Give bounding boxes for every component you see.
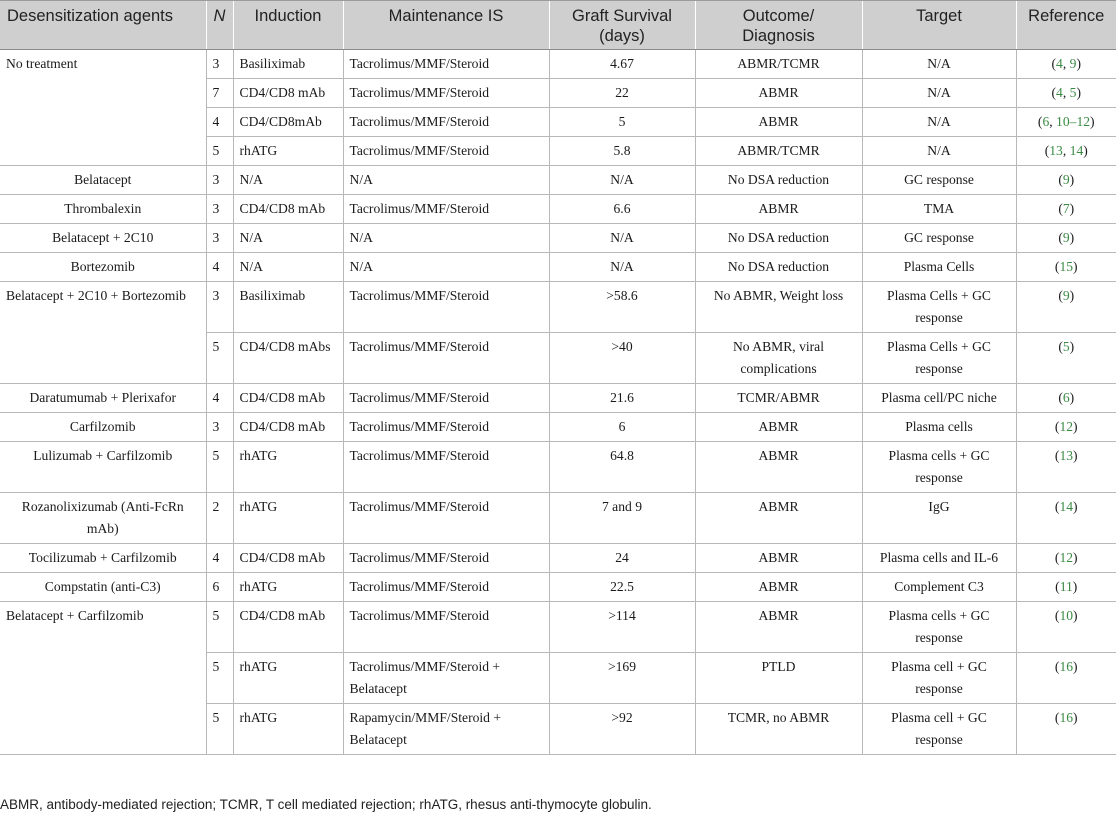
header-n: N (206, 1, 233, 50)
target-cell: N/A (862, 79, 1016, 108)
maintenance-cell: Tacrolimus/MMF/Steroid (343, 442, 549, 493)
table-row (0, 544, 1116, 573)
induction-cell: CD4/CD8 mAbs (233, 333, 343, 384)
maintenance-cell: Tacrolimus/MMF/Steroid + Belatacept (343, 653, 549, 704)
reference-cell (1016, 573, 1116, 602)
reference-open-paren: ( (1058, 288, 1063, 303)
outcome-cell: No ABMR, Weight loss (695, 282, 862, 333)
reference-link[interactable]: 6 (1042, 114, 1050, 129)
reference-close-paren: ) (1076, 85, 1081, 100)
table-row (0, 442, 1116, 493)
n-cell: 5 (206, 704, 233, 755)
reference-close-paren: ) (1073, 259, 1078, 274)
maintenance-cell: Tacrolimus/MMF/Steroid (343, 195, 549, 224)
reference-cell (1016, 224, 1116, 253)
n-cell: 4 (206, 384, 233, 413)
agent-cell: Belatacept + Carfilzomib (0, 602, 206, 755)
outcome-cell: TCMR, no ABMR (695, 704, 862, 755)
outcome-cell: No DSA reduction (695, 224, 862, 253)
graft-survival-cell: 24 (549, 544, 695, 573)
graft-survival-cell: 21.6 (549, 384, 695, 413)
reference-open-paren: ( (1054, 448, 1060, 463)
reference-open-paren: ( (1044, 143, 1050, 158)
n-cell: 3 (206, 282, 233, 333)
graft-survival-cell: N/A (549, 253, 695, 282)
outcome-cell: ABMR (695, 195, 862, 224)
reference-close-paren: ) (1069, 230, 1075, 245)
reference-close-paren: ) (1073, 499, 1078, 514)
reference-open-paren: ( (1051, 56, 1057, 71)
graft-survival-cell: 5 (549, 108, 695, 137)
graft-survival-cell: N/A (549, 224, 695, 253)
reference-link[interactable]: 9 (1062, 172, 1070, 187)
target-cell: N/A (862, 108, 1016, 137)
induction-cell: rhATG (233, 493, 343, 544)
induction-cell: Basiliximab (233, 50, 343, 79)
n-cell: 3 (206, 224, 233, 253)
outcome-cell: TCMR/ABMR (695, 384, 862, 413)
outcome-cell: ABMR/TCMR (695, 137, 862, 166)
induction-cell: CD4/CD8 mAb (233, 79, 343, 108)
header-outcome (695, 1, 862, 50)
reference-close-paren: ) (1073, 710, 1078, 725)
table-body (0, 50, 1116, 755)
reference-open-paren: ( (1037, 114, 1043, 129)
table-row (0, 384, 1116, 413)
induction-cell: CD4/CD8 mAb (233, 544, 343, 573)
reference-link[interactable]: 15 (1059, 259, 1074, 274)
reference-link[interactable]: 13 (1059, 448, 1074, 463)
reference-close-paren: ) (1076, 56, 1081, 71)
reference-open-paren: ( (1054, 259, 1060, 274)
header-outcome-line2: Diagnosis (742, 27, 815, 45)
header-outcome-line1: Outcome/ (742, 7, 815, 25)
maintenance-cell: Tacrolimus/MMF/Steroid (343, 413, 549, 442)
reference-close-paren: ) (1069, 172, 1075, 187)
target-cell: Complement C3 (862, 573, 1016, 602)
maintenance-cell: Tacrolimus/MMF/Steroid (343, 282, 549, 333)
graft-survival-cell: >40 (549, 333, 695, 384)
reference-close-paren: ) (1073, 659, 1078, 674)
reference-cell (1016, 79, 1116, 108)
reference-link[interactable]: 6 (1062, 390, 1070, 405)
target-cell: GC response (862, 224, 1016, 253)
reference-open-paren: ( (1058, 390, 1063, 405)
outcome-cell: PTLD (695, 653, 862, 704)
outcome-cell: ABMR (695, 493, 862, 544)
reference-cell (1016, 704, 1116, 755)
outcome-cell: No ABMR, viral complications (695, 333, 862, 384)
maintenance-cell: Tacrolimus/MMF/Steroid (343, 79, 549, 108)
agent-cell: Carfilzomib (0, 413, 206, 442)
induction-cell: rhATG (233, 573, 343, 602)
maintenance-cell: Tacrolimus/MMF/Steroid (343, 602, 549, 653)
header-induction: Induction (233, 1, 343, 50)
reference-close-paren: ) (1069, 390, 1075, 405)
graft-survival-cell: >92 (549, 704, 695, 755)
reference-close-paren: ) (1072, 579, 1078, 594)
outcome-cell: ABMR (695, 108, 862, 137)
outcome-cell: ABMR (695, 544, 862, 573)
maintenance-cell: N/A (343, 166, 549, 195)
table-row (0, 573, 1116, 602)
header-row (0, 1, 1116, 50)
target-cell: GC response (862, 166, 1016, 195)
reference-open-paren: ( (1054, 659, 1060, 674)
header-reference: Reference (1016, 1, 1116, 50)
reference-open-paren: ( (1058, 201, 1063, 216)
induction-cell: N/A (233, 224, 343, 253)
reference-cell (1016, 166, 1116, 195)
header-maintenance: Maintenance IS (343, 1, 549, 50)
reference-cell (1016, 137, 1116, 166)
target-cell: N/A (862, 137, 1016, 166)
n-cell: 4 (206, 108, 233, 137)
maintenance-cell: Tacrolimus/MMF/Steroid (343, 333, 549, 384)
agent-cell: Daratumumab + Plerixafor (0, 384, 206, 413)
maintenance-cell: Tacrolimus/MMF/Steroid (343, 384, 549, 413)
target-cell: Plasma cells + GC response (862, 442, 1016, 493)
graft-survival-cell: 6.6 (549, 195, 695, 224)
maintenance-cell: N/A (343, 224, 549, 253)
reference-link[interactable]: 12 (1059, 550, 1074, 565)
table-row (0, 166, 1116, 195)
agent-cell: Compstatin (anti-C3) (0, 573, 206, 602)
induction-cell: CD4/CD8 mAb (233, 384, 343, 413)
outcome-cell: No DSA reduction (695, 166, 862, 195)
table-row (0, 50, 1116, 79)
table-row (0, 413, 1116, 442)
reference-cell (1016, 442, 1116, 493)
n-cell: 3 (206, 50, 233, 79)
induction-cell: rhATG (233, 704, 343, 755)
graft-survival-cell: 5.8 (549, 137, 695, 166)
reference-cell (1016, 253, 1116, 282)
reference-close-paren: ) (1069, 339, 1075, 354)
table-row (0, 253, 1116, 282)
header-graft-line1: Graft Survival (572, 7, 672, 25)
outcome-cell: ABMR (695, 573, 862, 602)
target-cell: Plasma Cells + GC response (862, 333, 1016, 384)
agent-cell: Rozanolixizumab (Anti-FcRn mAb) (0, 493, 206, 544)
graft-survival-cell: 6 (549, 413, 695, 442)
table-row (0, 282, 1116, 333)
reference-separator: , (1062, 85, 1070, 100)
maintenance-cell: Tacrolimus/MMF/Steroid (343, 137, 549, 166)
reference-cell (1016, 602, 1116, 653)
agent-cell: Belatacept + 2C10 (0, 224, 206, 253)
target-cell: Plasma cell + GC response (862, 704, 1016, 755)
induction-cell: CD4/CD8mAb (233, 108, 343, 137)
reference-open-paren: ( (1054, 608, 1060, 623)
reference-close-paren: ) (1083, 143, 1088, 158)
reference-link[interactable]: 5 (1069, 85, 1077, 100)
n-cell: 3 (206, 195, 233, 224)
reference-cell (1016, 493, 1116, 544)
reference-open-paren: ( (1054, 499, 1060, 514)
reference-link[interactable]: 9 (1069, 56, 1077, 71)
outcome-cell: ABMR (695, 413, 862, 442)
n-cell: 7 (206, 79, 233, 108)
n-cell: 6 (206, 573, 233, 602)
reference-link[interactable]: 10 (1059, 608, 1074, 623)
reference-link[interactable]: 16 (1059, 710, 1074, 725)
reference-link[interactable]: 14 (1059, 499, 1074, 514)
reference-link[interactable]: 9 (1062, 288, 1070, 303)
induction-cell: N/A (233, 253, 343, 282)
reference-cell (1016, 282, 1116, 333)
n-cell: 4 (206, 253, 233, 282)
target-cell: Plasma cells + GC response (862, 602, 1016, 653)
maintenance-cell: Tacrolimus/MMF/Steroid (343, 573, 549, 602)
graft-survival-cell: 7 and 9 (549, 493, 695, 544)
agent-cell: No treatment (0, 50, 206, 166)
maintenance-cell: Tacrolimus/MMF/Steroid (343, 493, 549, 544)
target-cell: Plasma Cells + GC response (862, 282, 1016, 333)
graft-survival-cell: 22 (549, 79, 695, 108)
induction-cell: Basiliximab (233, 282, 343, 333)
target-cell: Plasma cell + GC response (862, 653, 1016, 704)
reference-link[interactable]: 13 (1049, 143, 1063, 158)
outcome-cell: ABMR/TCMR (695, 50, 862, 79)
reference-link[interactable]: 4 (1056, 85, 1063, 100)
header-graft-survival (549, 1, 695, 50)
outcome-cell: ABMR (695, 79, 862, 108)
target-cell: Plasma cell/PC niche (862, 384, 1016, 413)
maintenance-cell: Tacrolimus/MMF/Steroid (343, 544, 549, 573)
induction-cell: N/A (233, 166, 343, 195)
induction-cell: rhATG (233, 653, 343, 704)
graft-survival-cell: >114 (549, 602, 695, 653)
induction-cell: CD4/CD8 mAb (233, 195, 343, 224)
reference-cell (1016, 50, 1116, 79)
reference-close-paren: ) (1090, 114, 1095, 129)
reference-close-paren: ) (1073, 419, 1078, 434)
target-cell: IgG (862, 493, 1016, 544)
n-cell: 5 (206, 333, 233, 384)
reference-link[interactable]: 4 (1056, 56, 1063, 71)
table-row (0, 493, 1116, 544)
graft-survival-cell: N/A (549, 166, 695, 195)
reference-close-paren: ) (1073, 550, 1078, 565)
agent-cell: Belatacept + 2C10 + Bortezomib (0, 282, 206, 384)
target-cell: Plasma cells and IL-6 (862, 544, 1016, 573)
target-cell: Plasma Cells (862, 253, 1016, 282)
table-row (0, 195, 1116, 224)
reference-separator: , (1062, 56, 1070, 71)
reference-link[interactable]: 12 (1059, 419, 1074, 434)
maintenance-cell: Tacrolimus/MMF/Steroid (343, 108, 549, 137)
n-cell: 4 (206, 544, 233, 573)
maintenance-cell: Rapamycin/MMF/Steroid + Belatacept (343, 704, 549, 755)
reference-close-paren: ) (1073, 608, 1078, 623)
table-footnote: ABMR, antibody-mediated rejection; TCMR, T cell mediated rejection; rhATG, rhesus anti-thymocyte globulin. (0, 797, 652, 812)
reference-separator: , (1062, 143, 1070, 158)
agent-cell: Tocilizumab + Carfilzomib (0, 544, 206, 573)
graft-survival-cell: 64.8 (549, 442, 695, 493)
reference-close-paren: ) (1069, 201, 1075, 216)
reference-open-paren: ( (1055, 579, 1060, 594)
graft-survival-cell: 22.5 (549, 573, 695, 602)
header-target: Target (862, 1, 1016, 50)
graft-survival-cell: 4.67 (549, 50, 695, 79)
reference-link[interactable]: 7 (1062, 201, 1070, 216)
reference-close-paren: ) (1073, 448, 1078, 463)
outcome-cell: No DSA reduction (695, 253, 862, 282)
reference-link[interactable]: 14 (1069, 143, 1084, 158)
reference-cell (1016, 108, 1116, 137)
agent-cell: Thrombalexin (0, 195, 206, 224)
reference-cell (1016, 413, 1116, 442)
target-cell: TMA (862, 195, 1016, 224)
reference-link[interactable]: 10–12 (1056, 114, 1091, 129)
reference-open-paren: ( (1054, 550, 1060, 565)
reference-separator: , (1049, 114, 1057, 129)
reference-cell (1016, 384, 1116, 413)
reference-link[interactable]: 16 (1059, 659, 1074, 674)
reference-cell (1016, 333, 1116, 384)
graft-survival-cell: >58.6 (549, 282, 695, 333)
reference-open-paren: ( (1058, 172, 1063, 187)
n-cell: 5 (206, 653, 233, 704)
n-cell: 5 (206, 602, 233, 653)
table-row (0, 602, 1116, 653)
induction-cell: CD4/CD8 mAb (233, 413, 343, 442)
n-cell: 2 (206, 493, 233, 544)
n-cell: 5 (206, 137, 233, 166)
reference-link[interactable]: 9 (1062, 230, 1070, 245)
target-cell: N/A (862, 50, 1016, 79)
header-graft-line2: (days) (599, 27, 645, 45)
reference-open-paren: ( (1054, 710, 1060, 725)
agent-cell: Bortezomib (0, 253, 206, 282)
induction-cell: CD4/CD8 mAb (233, 602, 343, 653)
reference-close-paren: ) (1069, 288, 1075, 303)
agent-cell: Lulizumab + Carfilzomib (0, 442, 206, 493)
outcome-cell: ABMR (695, 602, 862, 653)
induction-cell: rhATG (233, 137, 343, 166)
maintenance-cell: Tacrolimus/MMF/Steroid (343, 50, 549, 79)
reference-open-paren: ( (1058, 230, 1063, 245)
maintenance-cell: N/A (343, 253, 549, 282)
n-cell: 3 (206, 413, 233, 442)
target-cell: Plasma cells (862, 413, 1016, 442)
induction-cell: rhATG (233, 442, 343, 493)
graft-survival-cell: >169 (549, 653, 695, 704)
n-cell: 5 (206, 442, 233, 493)
table-row (0, 224, 1116, 253)
reference-cell (1016, 544, 1116, 573)
reference-cell (1016, 195, 1116, 224)
header-agents: Desensitization agents (0, 1, 206, 50)
reference-open-paren: ( (1058, 339, 1063, 354)
n-cell: 3 (206, 166, 233, 195)
reference-open-paren: ( (1054, 419, 1060, 434)
reference-link[interactable]: 5 (1062, 339, 1070, 354)
outcome-cell: ABMR (695, 442, 862, 493)
reference-cell (1016, 653, 1116, 704)
reference-open-paren: ( (1051, 85, 1057, 100)
reference-link[interactable]: 11 (1059, 579, 1073, 594)
agent-cell: Belatacept (0, 166, 206, 195)
